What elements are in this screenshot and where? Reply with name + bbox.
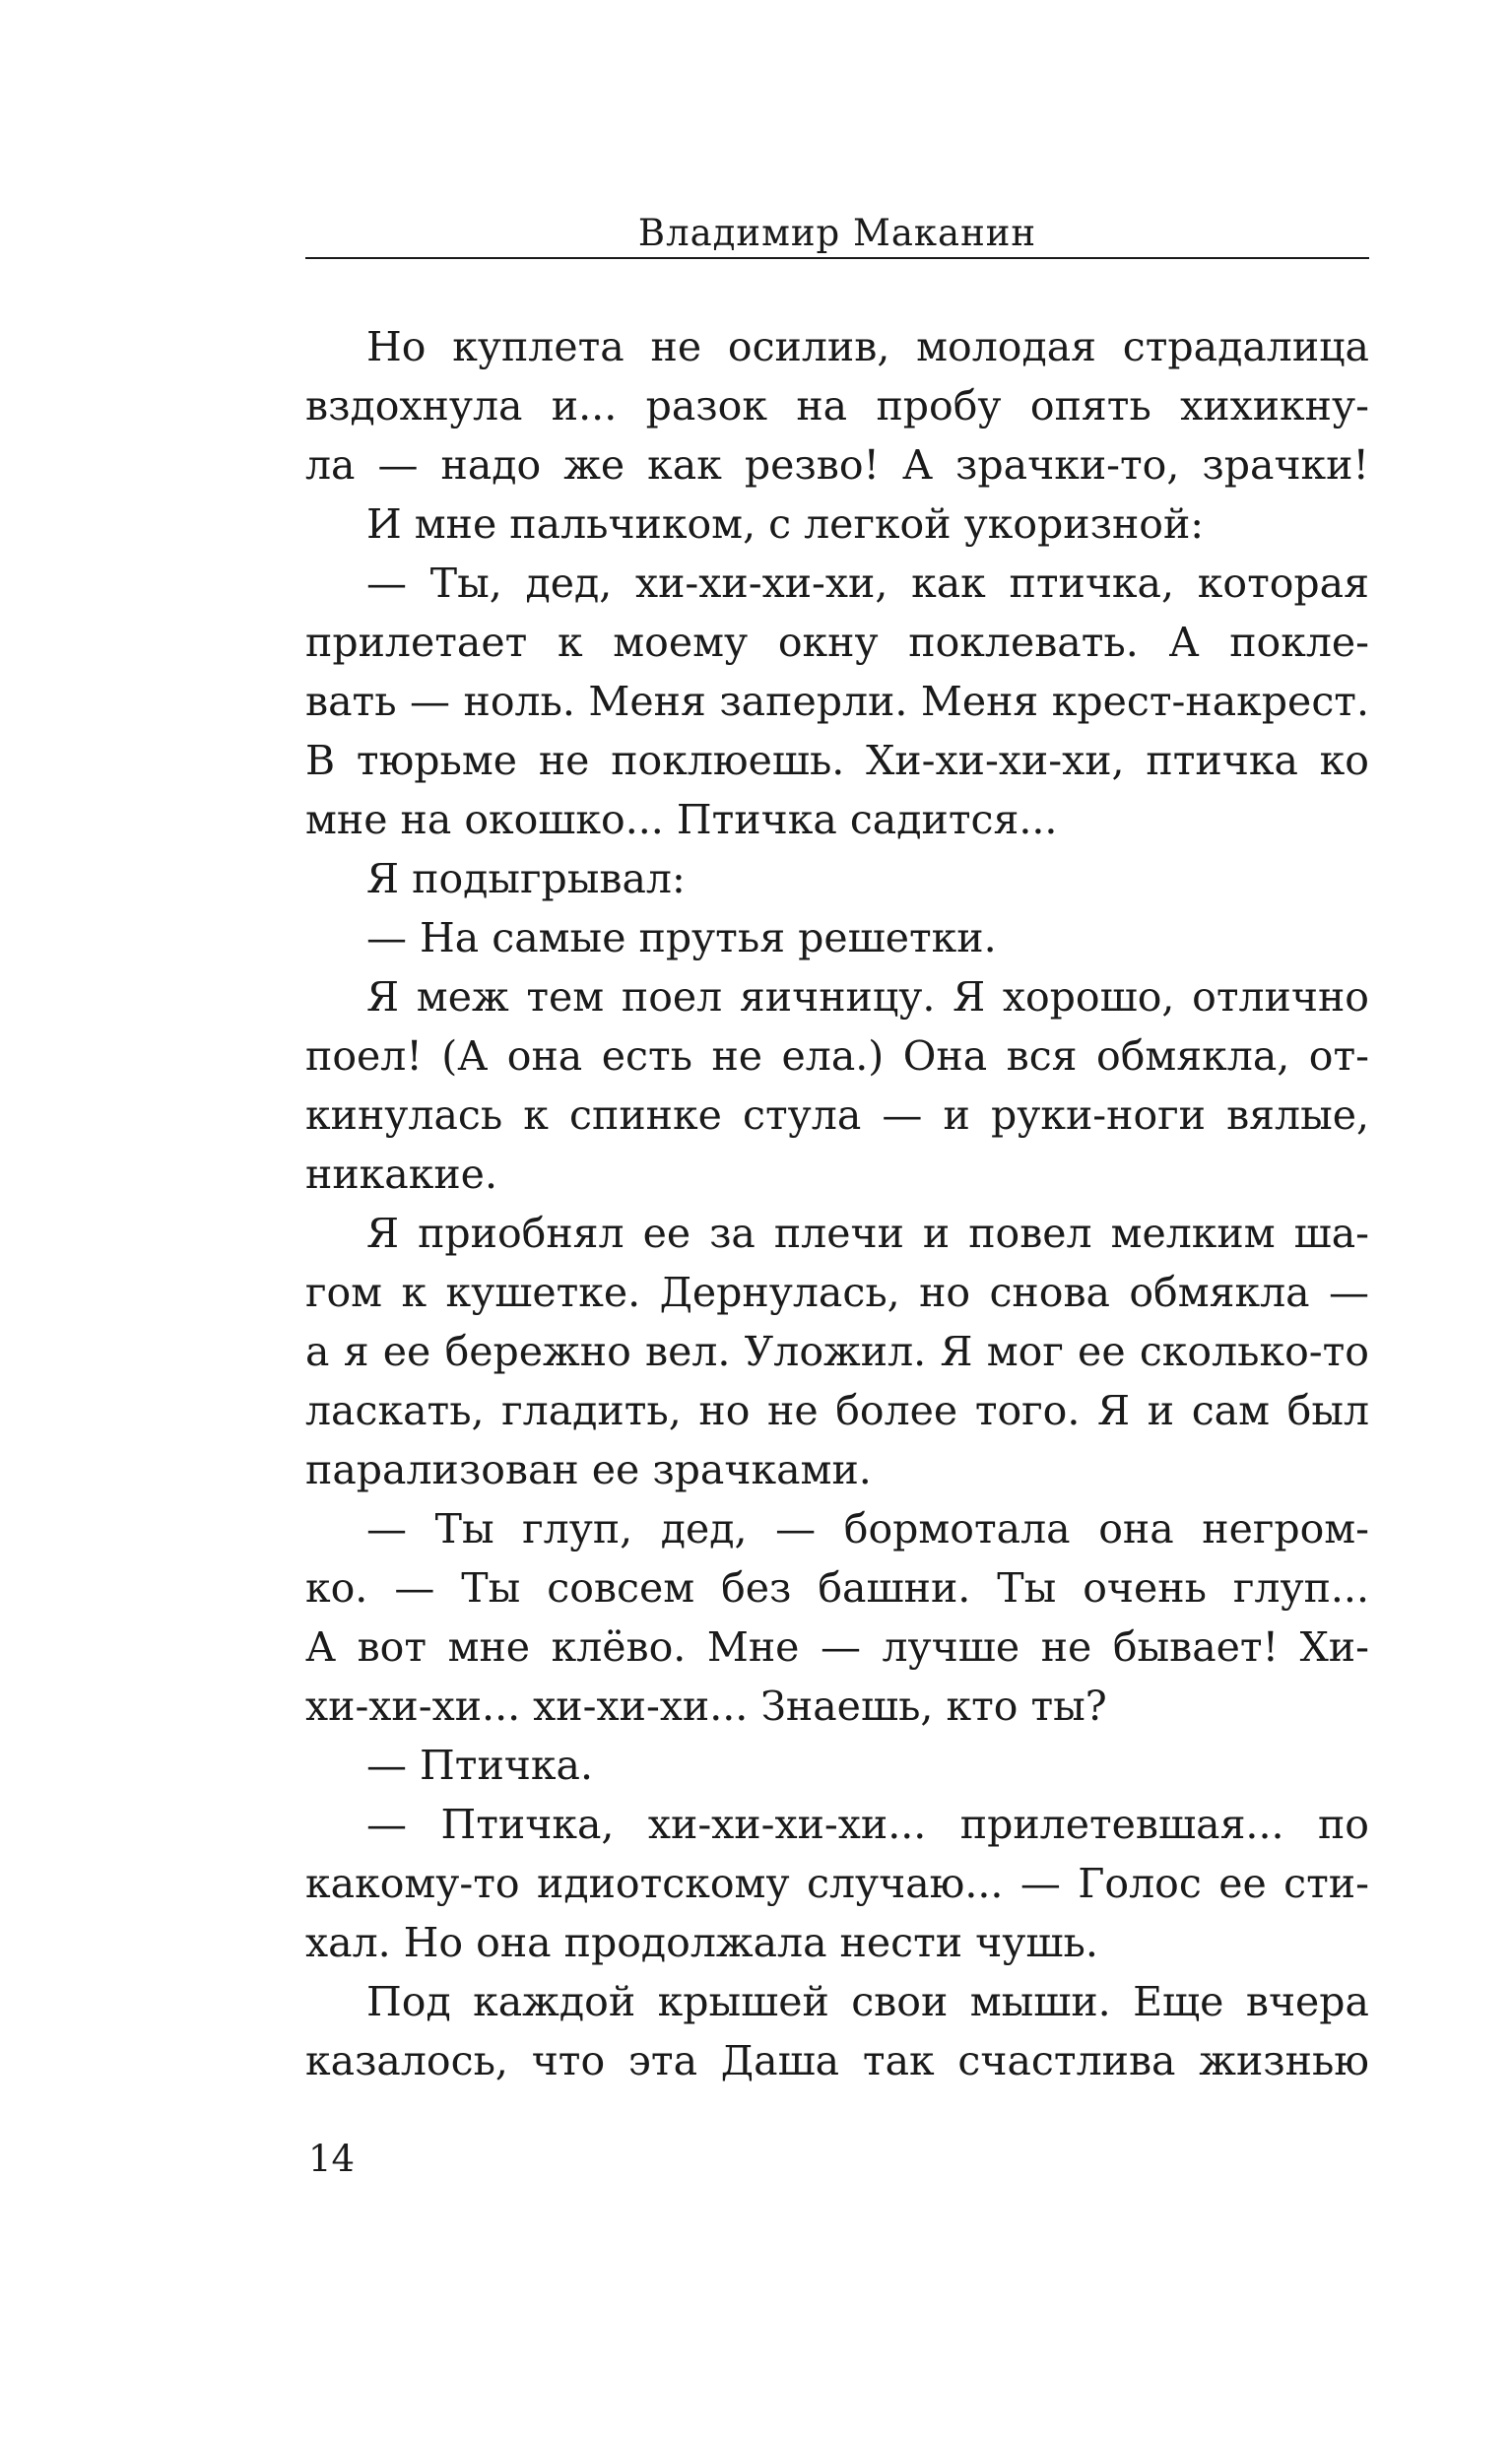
text-line: В тюрьме не поклюешь. Хи-хи-хи-хи, птичка ко [305,737,1369,784]
text-line: Я меж тем поел яичницу. Я хорошо, отлично [366,973,1369,1021]
text-line: хал. Но она продолжала нести чушь. [305,1919,1098,1966]
header-rule [305,257,1369,259]
text-line: Под каждой крышей свои мыши. Еще вчера [366,1978,1369,2025]
text-line: а я ее бережно вел. Уложил. Я мог ее сколько-то [305,1328,1369,1375]
text-line: парализован ее зрачками. [305,1446,872,1493]
text-line: — Ты глуп, дед, — бормотала она негром- [366,1505,1369,1552]
text-line: вздохнула и... разок на пробу опять хихикну- [305,382,1369,429]
text-line: мне на окошко... Птичка садится... [305,796,1058,843]
text-line: — На самые прутья решетки. [366,914,997,961]
text-line: — Птичка. [366,1742,594,1789]
text-line: гом к кушетке. Дернулась, но снова обмякла — [305,1269,1369,1316]
text-line: хи-хи-хи... хи-хи-хи... Знаешь, кто ты? [305,1683,1107,1730]
body-text [305,317,1369,2090]
text-line: кинулась к спинке стула — и руки-ноги вялые, [305,1091,1369,1139]
text-line: казалось, что эта Даша так счастлива жизнью [305,2037,1369,2084]
text-line: Я подыгрывал: [366,855,686,902]
text-line: И мне пальчиком, с легкой укоризной: [366,500,1205,548]
text-line: какому-то идиотскому случаю... — Голос ее сти- [305,1860,1369,1907]
text-line: никакие. [305,1151,497,1198]
text-line: поел! (А она есть не ела.) Она вся обмякла, от- [305,1032,1369,1080]
text-line: А вот мне клёво. Мне — лучше не бывает! Хи- [305,1623,1369,1671]
text-line: — Птичка, хи-хи-хи-хи... прилетевшая... по [366,1801,1369,1848]
text-line: ла — надо же как резво! А зрачки-то, зрачки! [305,441,1369,489]
running-head-author: Владимир Маканин [637,212,1037,254]
text-line: Но куплета не осилив, молодая страдалица [366,323,1369,370]
text-line: Я приобнял ее за плечи и повел мелким ша- [366,1210,1369,1257]
text-line: ласкать, гладить, но не более того. Я и сам был [305,1387,1369,1434]
text-line: вать — ноль. Меня заперли. Меня крест-накрест. [305,678,1369,725]
page-number: 14 [308,2138,356,2180]
text-line: прилетает к моему окну поклевать. А покле- [305,619,1369,666]
text-line: — Ты, дед, хи-хи-хи-хи, как птичка, которая [366,560,1369,607]
text-line: ко. — Ты совсем без башни. Ты очень глуп... [305,1564,1369,1612]
